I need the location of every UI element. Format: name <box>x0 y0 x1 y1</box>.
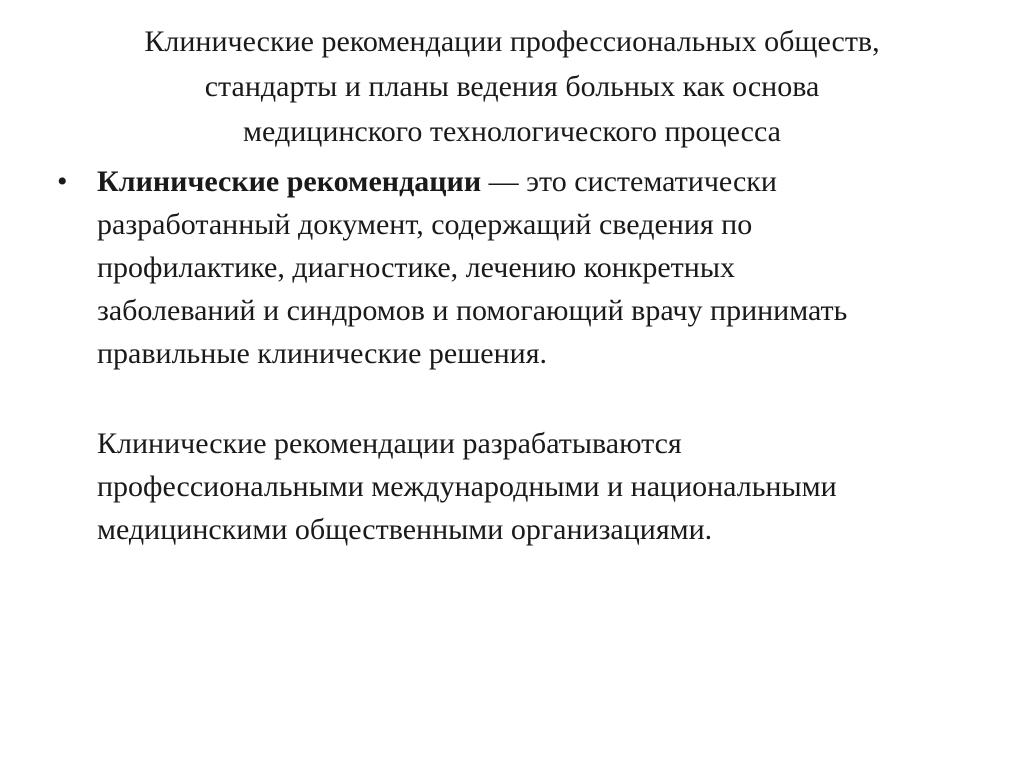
bullet-term: Клинические рекомендации <box>97 165 482 198</box>
bullet-line-1-rest: — это систематически <box>481 165 777 198</box>
title-line-1: Клинические рекомендации профессиональных обществ, <box>144 25 880 58</box>
bullet-line-5: правильные клинические решения. <box>97 337 548 370</box>
bullet-line-2: разработанный документ, содержащий сведения по <box>97 208 753 241</box>
bullet-line-3: профилактике, диагностике, лечению конкретных <box>97 251 735 284</box>
paragraph-line-3: медицинскими общественными организациями. <box>97 513 713 546</box>
paragraph-line-1: Клинические рекомендации разрабатываются <box>97 427 682 460</box>
paragraph-line-2: профессиональными международными и национальными <box>97 470 837 503</box>
bullet-text <box>97 160 997 375</box>
title-line-2: стандарты и планы ведения больных как основа <box>204 70 820 103</box>
body-paragraph <box>97 422 997 551</box>
slide-title <box>40 19 984 154</box>
bullet-line-4: заболеваний и синдромов и помогающий врачу принимать <box>97 294 848 327</box>
bullet-dot-icon: • <box>57 165 68 198</box>
title-line-3: медицинского технологического процесса <box>243 115 781 148</box>
bullet-line-1 <box>97 160 997 203</box>
